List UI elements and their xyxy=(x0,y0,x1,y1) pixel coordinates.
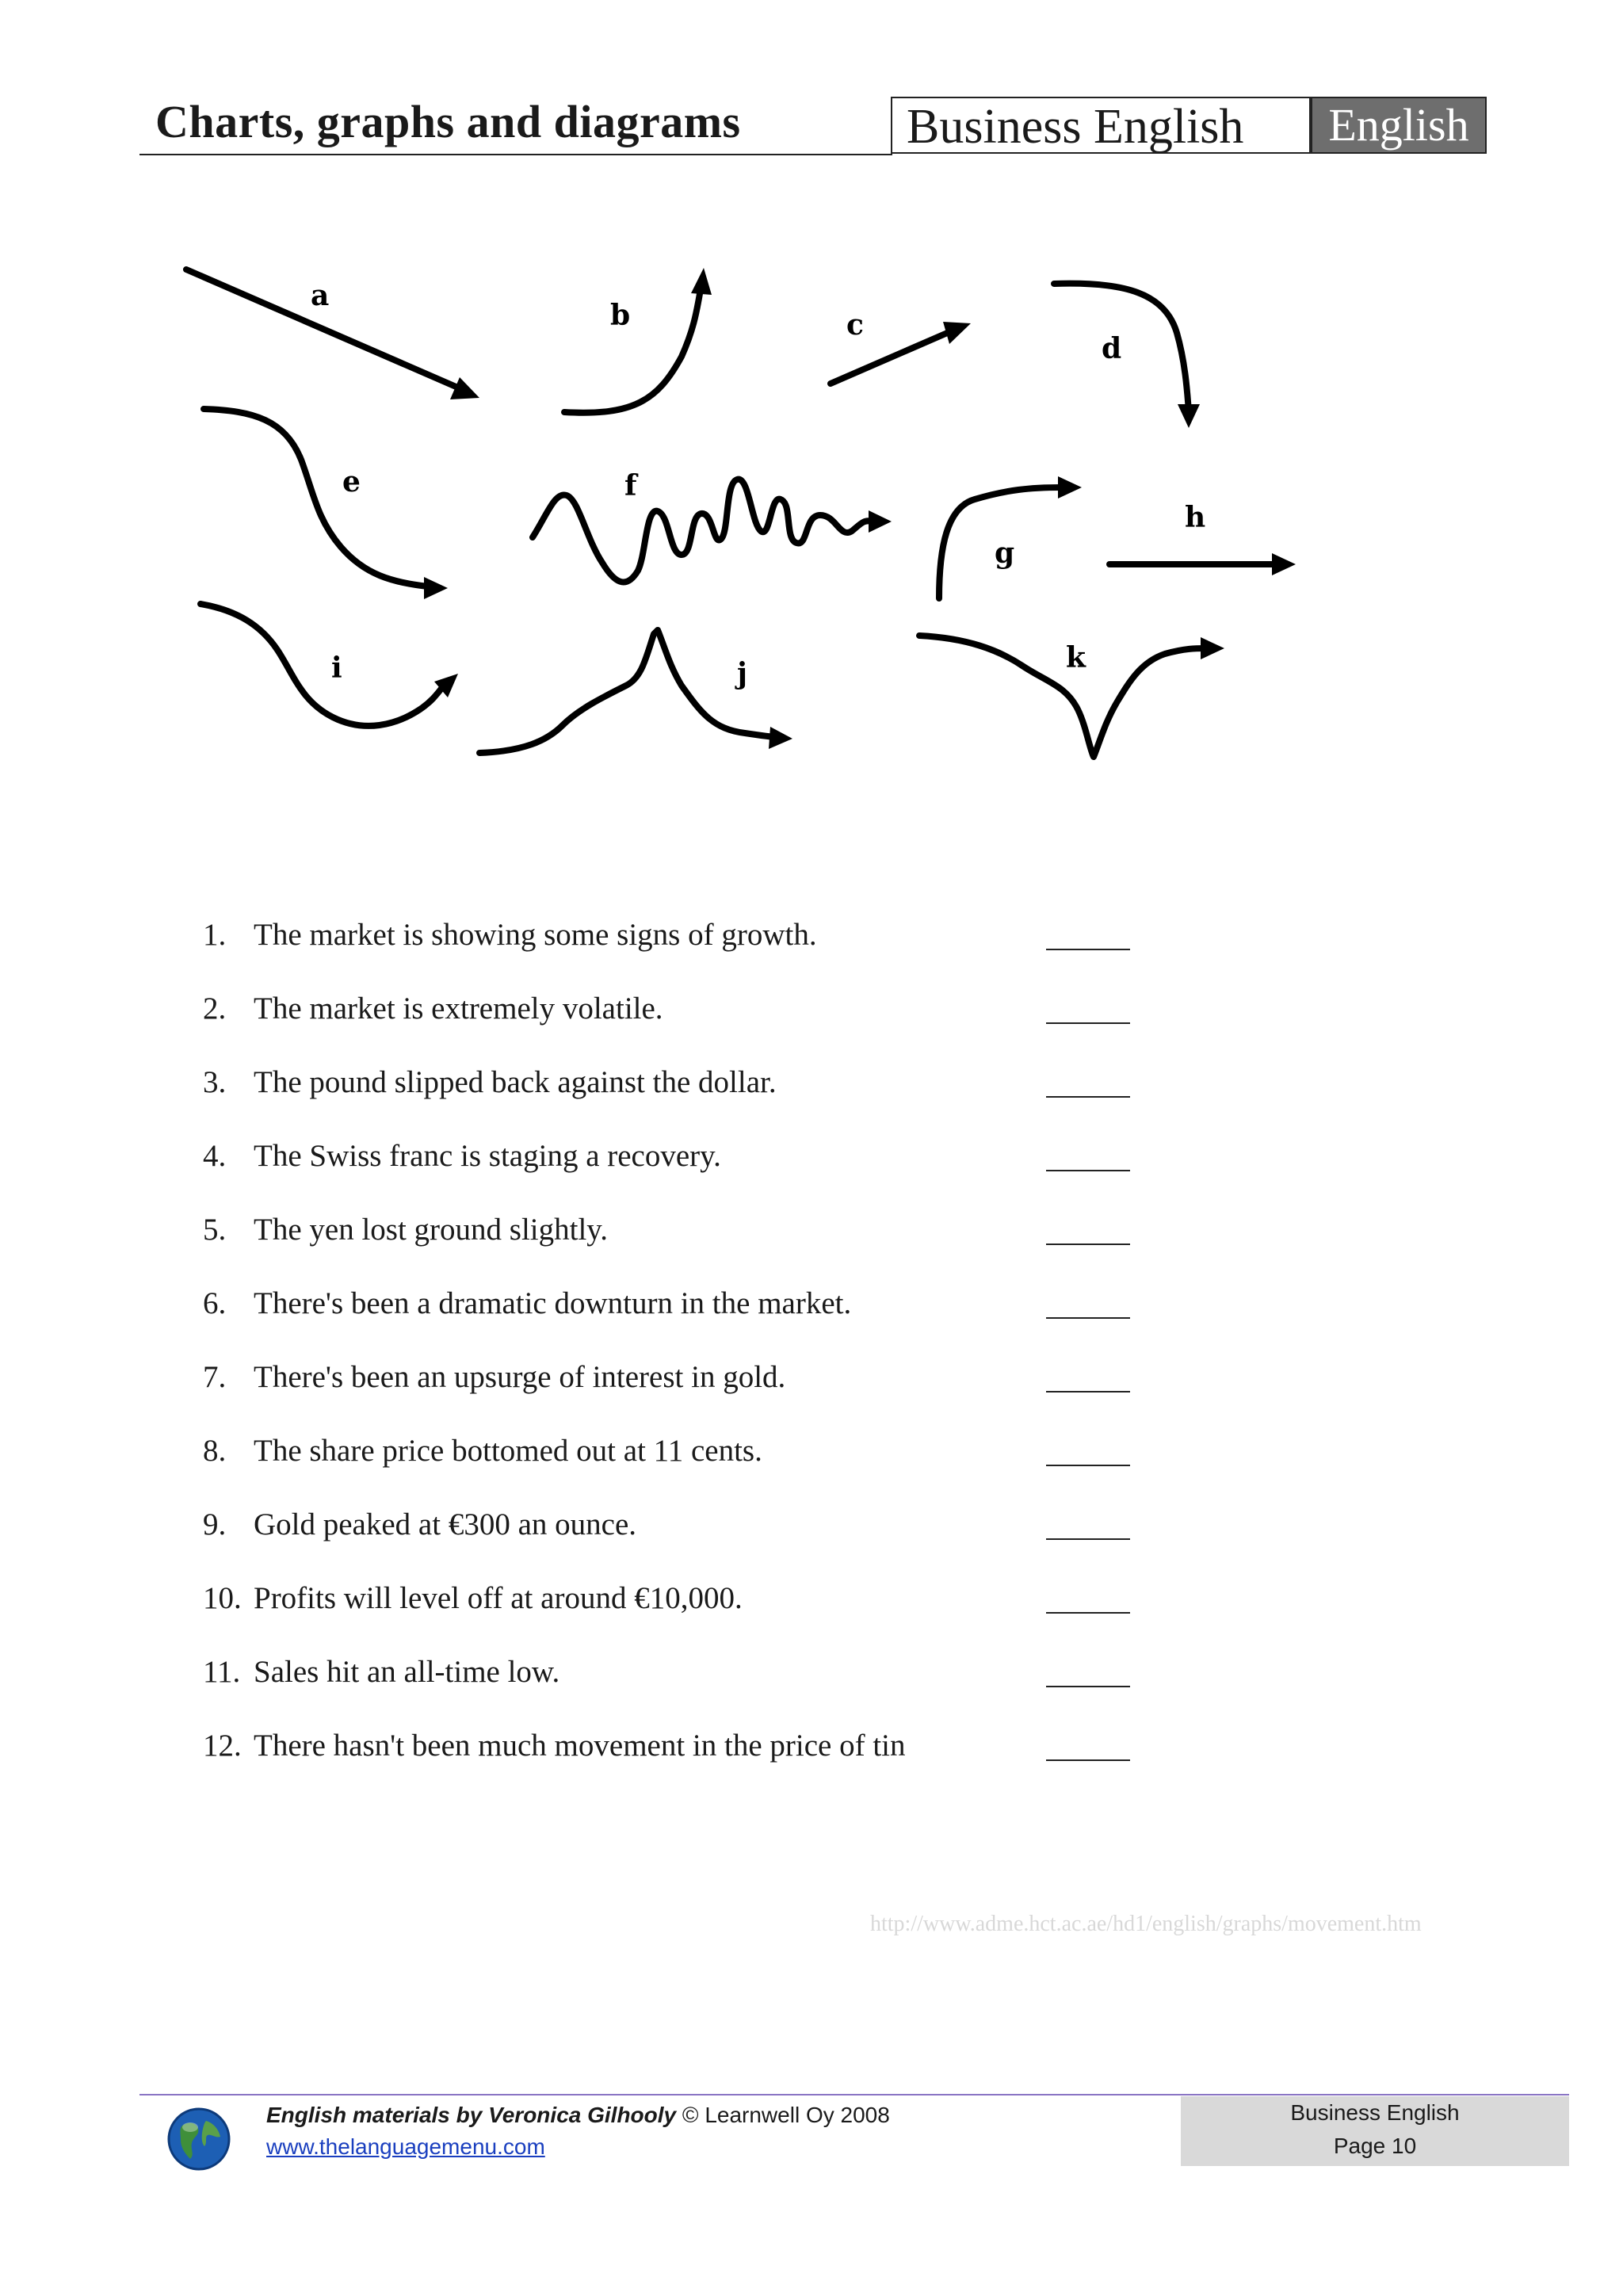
question-number: 7. xyxy=(203,1360,227,1394)
curve-label-i: i xyxy=(331,651,342,685)
answer-blank[interactable] xyxy=(1046,1391,1130,1392)
curve-label-a: a xyxy=(311,279,330,312)
question-text: Sales hit an all-time low. xyxy=(254,1655,560,1689)
curve-a xyxy=(186,269,479,399)
answer-blank[interactable] xyxy=(1046,1538,1130,1540)
question-text: The Swiss franc is staging a recovery. xyxy=(254,1139,721,1173)
answer-blank[interactable] xyxy=(1046,1244,1130,1245)
curve-label-e: e xyxy=(342,465,361,499)
answer-blank[interactable] xyxy=(1046,1170,1130,1171)
curve-d xyxy=(1054,284,1200,428)
curve-b xyxy=(564,268,712,413)
question-number: 10. xyxy=(203,1581,242,1615)
question-number: 3. xyxy=(203,1065,227,1099)
curve-k xyxy=(919,636,1224,757)
curve-c xyxy=(831,308,971,384)
question-number: 1. xyxy=(203,918,227,952)
curve-label-f: f xyxy=(624,469,637,502)
question-text: The yen lost ground slightly. xyxy=(254,1213,609,1247)
footer-credit xyxy=(266,2100,890,2130)
answer-blank[interactable] xyxy=(1046,1022,1130,1024)
header-box-label: Business English xyxy=(907,100,1244,154)
curve-label-g: g xyxy=(995,537,1015,570)
question-text: There hasn't been much movement in the price of tin xyxy=(254,1729,906,1763)
footer-rule xyxy=(139,2094,1569,2095)
question-number: 2. xyxy=(203,991,227,1026)
curve-i xyxy=(200,604,458,726)
question-text: There's been an upsurge of interest in gold. xyxy=(254,1360,786,1394)
answer-blank[interactable] xyxy=(1046,1759,1130,1761)
question-text: The share price bottomed out at 11 cents. xyxy=(254,1434,762,1468)
header-rule xyxy=(139,154,892,155)
question-number: 8. xyxy=(203,1434,227,1468)
footer-website-link[interactable]: www.thelanguagemenu.com xyxy=(266,2134,545,2159)
answer-blank[interactable] xyxy=(1046,1686,1130,1687)
answer-blank[interactable] xyxy=(1046,1317,1130,1319)
curve-label-j: j xyxy=(737,657,748,690)
answer-blank[interactable] xyxy=(1046,949,1130,950)
answer-blank[interactable] xyxy=(1046,1096,1130,1098)
question-number: 5. xyxy=(203,1213,227,1247)
source-url: http://www.adme.hct.ac.ae/hd1/english/graphs/movement.htm xyxy=(870,1912,1422,1936)
movement-curves-figure xyxy=(158,246,1316,800)
curve-label-k: k xyxy=(1066,641,1086,674)
question-text: The market is extremely volatile. xyxy=(254,991,663,1026)
page-title: Charts, graphs and diagrams xyxy=(155,96,741,147)
curve-label-h: h xyxy=(1185,501,1206,534)
globe-icon xyxy=(166,2107,231,2172)
curve-j xyxy=(479,630,792,753)
question-text: Gold peaked at €300 an ounce. xyxy=(254,1507,637,1541)
curve-e xyxy=(204,409,448,599)
question-number: 9. xyxy=(203,1507,227,1541)
footer-book-title: Business English xyxy=(1290,2100,1460,2125)
question-text: The pound slipped back against the dollar. xyxy=(254,1065,777,1099)
question-text: There's been a dramatic downturn in the market. xyxy=(254,1286,852,1320)
question-number: 4. xyxy=(203,1139,227,1173)
header-tag: English xyxy=(1311,97,1487,154)
answer-blank[interactable] xyxy=(1046,1465,1130,1466)
answer-blank[interactable] xyxy=(1046,1612,1130,1614)
question-number: 12. xyxy=(203,1729,242,1763)
curve-g xyxy=(939,476,1082,598)
curve-h xyxy=(1109,501,1296,575)
curve-label-d: d xyxy=(1102,332,1122,365)
curve-label-c: c xyxy=(846,308,864,342)
question-number: 11. xyxy=(203,1655,241,1689)
curve-f xyxy=(533,469,892,582)
footer-credit-author: English materials by Veronica Gilhooly xyxy=(266,2103,677,2127)
question-text: Profits will level off at around €10,000. xyxy=(254,1581,743,1615)
curve-label-b: b xyxy=(610,299,631,332)
question-number: 6. xyxy=(203,1286,227,1320)
footer-credit-copyright: © Learnwell Oy 2008 xyxy=(676,2103,890,2127)
footer-page-box xyxy=(1181,2096,1569,2166)
question-text: The market is showing some signs of growth. xyxy=(254,918,817,952)
footer-page-number: Page 10 xyxy=(1333,2134,1417,2158)
